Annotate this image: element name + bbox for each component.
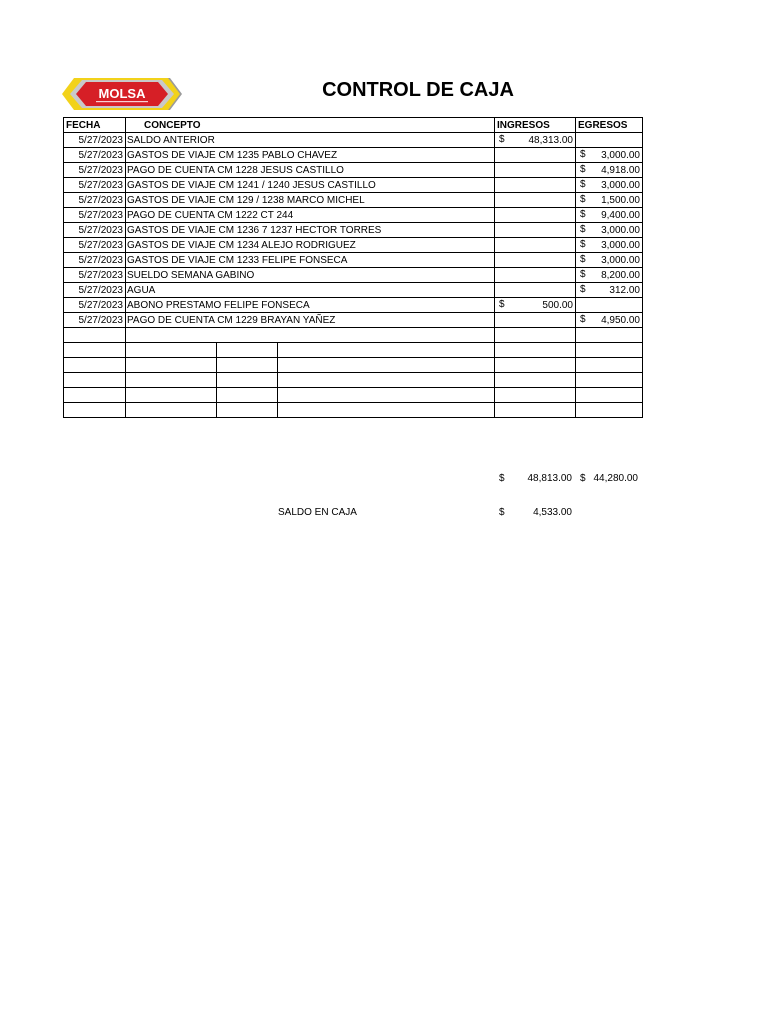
- table-row: [64, 268, 643, 283]
- empty-cell: [64, 373, 126, 388]
- col-header-concepto: CONCEPTO: [126, 118, 495, 133]
- empty-cell: [64, 358, 126, 373]
- empty-cell: [576, 328, 643, 343]
- table-row: [64, 148, 643, 163]
- cell-egresos: [576, 178, 643, 193]
- cell-egresos: [576, 223, 643, 238]
- empty-cell: [64, 388, 126, 403]
- cell-fecha: 5/27/2023: [64, 148, 126, 163]
- empty-row: [64, 328, 643, 343]
- cell-fecha: 5/27/2023: [64, 313, 126, 328]
- cell-concepto: SALDO ANTERIOR: [126, 133, 495, 148]
- currency-symbol: $: [580, 224, 586, 235]
- cell-concepto: SUELDO SEMANA GABINO: [126, 268, 495, 283]
- cell-fecha: 5/27/2023: [64, 208, 126, 223]
- empty-row: [64, 403, 643, 418]
- amount: 4,918.00: [601, 164, 640, 176]
- amount: 500.00: [542, 299, 573, 311]
- cell-fecha: 5/27/2023: [64, 178, 126, 193]
- cell-fecha: 5/27/2023: [64, 133, 126, 148]
- cell-egresos: [576, 133, 643, 148]
- currency-symbol: $: [580, 254, 586, 265]
- table-row: [64, 163, 643, 178]
- cell-concepto: GASTOS DE VIAJE CM 1235 PABLO CHAVEZ: [126, 148, 495, 163]
- empty-cell: [495, 343, 576, 358]
- cell-concepto: GASTOS DE VIAJE CM 1241 / 1240 JESUS CASTILLO: [126, 178, 495, 193]
- empty-cell: [126, 388, 217, 403]
- empty-cell: [278, 358, 495, 373]
- ledger-body: [64, 133, 643, 418]
- empty-cell: [495, 388, 576, 403]
- col-header-egresos: EGRESOS: [576, 118, 643, 133]
- currency-symbol: $: [580, 194, 586, 205]
- totals-egresos: 44,280.00: [593, 473, 638, 484]
- table-row: [64, 223, 643, 238]
- cell-egresos: [576, 238, 643, 253]
- amount: 1,500.00: [601, 194, 640, 206]
- cell-egresos: [576, 298, 643, 313]
- amount: 3,000.00: [601, 179, 640, 191]
- empty-cell: [576, 358, 643, 373]
- amount: 312.00: [609, 284, 640, 296]
- cell-egresos: [576, 193, 643, 208]
- empty-cell: [126, 403, 217, 418]
- amount: 9,400.00: [601, 209, 640, 221]
- table-row: [64, 208, 643, 223]
- empty-cell: [495, 328, 576, 343]
- currency-symbol: $: [580, 209, 586, 220]
- cell-fecha: 5/27/2023: [64, 268, 126, 283]
- empty-cell: [576, 388, 643, 403]
- cell-concepto: PAGO DE CUENTA CM 1222 CT 244: [126, 208, 495, 223]
- cell-egresos: [576, 148, 643, 163]
- cell-fecha: 5/27/2023: [64, 283, 126, 298]
- molsa-logo: [62, 76, 182, 112]
- empty-row: [64, 373, 643, 388]
- amount: 8,200.00: [601, 269, 640, 281]
- currency-symbol: $: [580, 164, 586, 175]
- saldo-symbol: $: [499, 507, 505, 518]
- cell-egresos: [576, 208, 643, 223]
- table-row: [64, 178, 643, 193]
- currency-symbol: $: [580, 179, 586, 190]
- table-row: [64, 238, 643, 253]
- cell-fecha: 5/27/2023: [64, 163, 126, 178]
- table-row: [64, 283, 643, 298]
- cell-fecha: 5/27/2023: [64, 298, 126, 313]
- amount: 3,000.00: [601, 149, 640, 161]
- currency-symbol: $: [580, 149, 586, 160]
- cell-ingresos: [495, 313, 576, 328]
- empty-cell: [495, 373, 576, 388]
- currency-symbol: $: [499, 134, 505, 145]
- amount: 3,000.00: [601, 254, 640, 266]
- cell-concepto: GASTOS DE VIAJE CM 1233 FELIPE FONSECA: [126, 253, 495, 268]
- saldo-value: 4,533.00: [533, 507, 572, 518]
- empty-row: [64, 388, 643, 403]
- table-row: [64, 253, 643, 268]
- cell-fecha: 5/27/2023: [64, 238, 126, 253]
- col-header-ingresos: INGRESOS: [495, 118, 576, 133]
- cell-ingresos: [495, 223, 576, 238]
- empty-row: [64, 343, 643, 358]
- cell-ingresos: [495, 163, 576, 178]
- empty-cell: [576, 403, 643, 418]
- empty-cell: [217, 403, 278, 418]
- empty-cell: [495, 403, 576, 418]
- currency-symbol: $: [499, 299, 505, 310]
- cell-concepto: GASTOS DE VIAJE CM 1234 ALEJO RODRIGUEZ: [126, 238, 495, 253]
- empty-cell: [126, 328, 495, 343]
- empty-cell: [217, 343, 278, 358]
- currency-symbol: $: [580, 284, 586, 295]
- table-row: [64, 193, 643, 208]
- empty-cell: [126, 343, 217, 358]
- cell-fecha: 5/27/2023: [64, 223, 126, 238]
- cell-egresos: [576, 163, 643, 178]
- amount: 3,000.00: [601, 224, 640, 236]
- totals-ingresos-symbol: $: [499, 473, 505, 484]
- empty-cell: [217, 358, 278, 373]
- table-row: [64, 298, 643, 313]
- empty-cell: [126, 358, 217, 373]
- empty-cell: [278, 388, 495, 403]
- cell-egresos: [576, 313, 643, 328]
- cell-egresos: [576, 253, 643, 268]
- cell-ingresos: [495, 178, 576, 193]
- amount: 4,950.00: [601, 314, 640, 326]
- cell-fecha: 5/27/2023: [64, 253, 126, 268]
- empty-cell: [278, 403, 495, 418]
- cell-egresos: [576, 268, 643, 283]
- logo-text: MOLSA: [98, 86, 146, 101]
- page-title: CONTROL DE CAJA: [322, 79, 514, 101]
- cell-ingresos: [495, 148, 576, 163]
- cell-ingresos: [495, 298, 576, 313]
- cash-ledger-table: [63, 117, 643, 418]
- saldo-label: SALDO EN CAJA: [278, 507, 357, 518]
- cell-ingresos: [495, 238, 576, 253]
- empty-cell: [64, 328, 126, 343]
- empty-cell: [495, 358, 576, 373]
- cell-ingresos: [495, 283, 576, 298]
- empty-cell: [126, 373, 217, 388]
- currency-symbol: $: [580, 314, 586, 325]
- cell-concepto: PAGO DE CUENTA CM 1229 BRAYAN YAÑEZ: [126, 313, 495, 328]
- table-row: [64, 313, 643, 328]
- col-header-fecha: FECHA: [64, 118, 126, 133]
- cell-ingresos: [495, 133, 576, 148]
- currency-symbol: $: [580, 239, 586, 250]
- empty-cell: [278, 343, 495, 358]
- table-header-row: [64, 118, 643, 133]
- empty-cell: [576, 343, 643, 358]
- empty-cell: [576, 373, 643, 388]
- empty-cell: [217, 373, 278, 388]
- totals-egresos-symbol: $: [580, 473, 586, 484]
- cell-egresos: [576, 283, 643, 298]
- table-row: [64, 133, 643, 148]
- cell-fecha: 5/27/2023: [64, 193, 126, 208]
- cell-concepto: AGUA: [126, 283, 495, 298]
- cell-ingresos: [495, 268, 576, 283]
- cell-ingresos: [495, 193, 576, 208]
- currency-symbol: $: [580, 269, 586, 280]
- cell-concepto: PAGO DE CUENTA CM 1228 JESUS CASTILLO: [126, 163, 495, 178]
- empty-cell: [217, 388, 278, 403]
- cell-concepto: GASTOS DE VIAJE CM 1236 7 1237 HECTOR TORRES: [126, 223, 495, 238]
- empty-cell: [64, 343, 126, 358]
- totals-ingresos: 48,813.00: [527, 473, 572, 484]
- cell-ingresos: [495, 208, 576, 223]
- cell-concepto: GASTOS DE VIAJE CM 129 / 1238 MARCO MICHEL: [126, 193, 495, 208]
- empty-row: [64, 358, 643, 373]
- cell-ingresos: [495, 253, 576, 268]
- amount: 3,000.00: [601, 239, 640, 251]
- amount: 48,313.00: [528, 134, 573, 146]
- empty-cell: [278, 373, 495, 388]
- empty-cell: [64, 403, 126, 418]
- cell-concepto: ABONO PRESTAMO FELIPE FONSECA: [126, 298, 495, 313]
